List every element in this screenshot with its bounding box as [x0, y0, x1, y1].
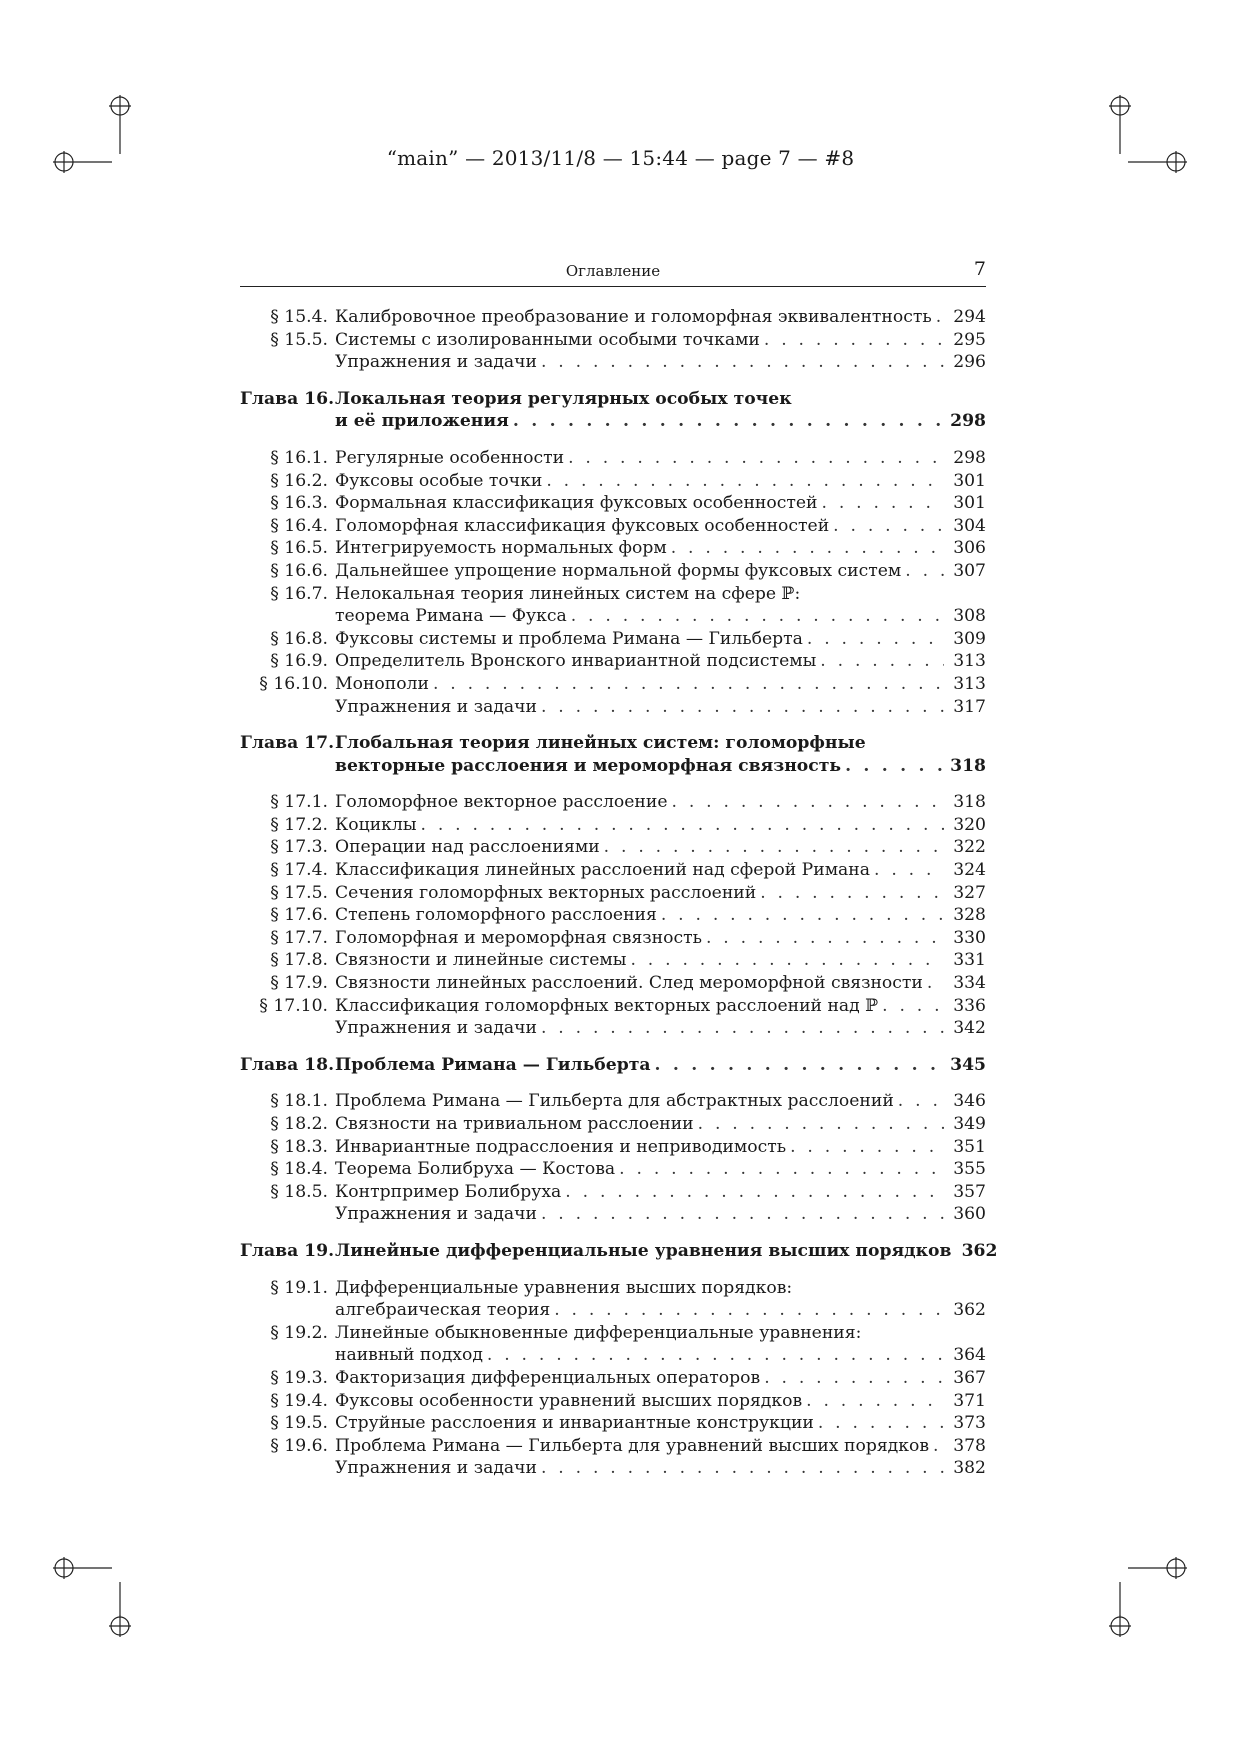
- toc-entry-title: Проблема Римана — Гильберта для абстрактных расслоений: [335, 1091, 894, 1112]
- toc-entry-title: векторные расслоения и мероморфная связность: [335, 755, 842, 776]
- toc-dot-leader: [927, 972, 944, 995]
- toc-section-row[interactable]: [240, 306, 986, 329]
- toc-dot-leader: [421, 814, 945, 837]
- toc-entry-title: Операции над расслоениями: [335, 837, 600, 858]
- toc-entry-title: Линейные обыкновенные дифференциальные уравнения:: [335, 1322, 862, 1343]
- toc-dot-leader: [541, 1457, 944, 1480]
- toc-dot-leader: [487, 1344, 944, 1367]
- toc-section-row[interactable]: [240, 515, 986, 538]
- print-slug: “main” — 2013/11/8 — 15:44 — page 7 — #8: [386, 146, 855, 170]
- toc-section-row[interactable]: [240, 949, 986, 972]
- toc-section-row[interactable]: [240, 1158, 986, 1181]
- toc-section-row[interactable]: [240, 859, 986, 882]
- toc-section-row[interactable]: [240, 791, 986, 814]
- toc-entry-number: § 17.4.: [270, 860, 328, 881]
- toc-entry-page: 296: [953, 352, 986, 373]
- toc-entry-title: Сечения голоморфных векторных расслоений: [335, 882, 757, 903]
- toc-entry-title: Факторизация дифференциальных операторов: [335, 1367, 761, 1388]
- toc-entry-number: § 17.7.: [270, 927, 328, 948]
- toc-entry-page: 317: [953, 696, 986, 717]
- toc-entry-page: 382: [953, 1458, 986, 1479]
- toc-entry-page: 331: [953, 950, 986, 971]
- toc-dot-leader: [764, 329, 944, 352]
- toc-entry-title: Монополи: [335, 673, 429, 694]
- toc-section-row[interactable]: [240, 1017, 986, 1040]
- toc-entry-number: § 18.4.: [270, 1159, 328, 1180]
- table-of-contents: [240, 306, 998, 1480]
- toc-spacer: [240, 1076, 986, 1090]
- toc-dot-leader: [630, 949, 944, 972]
- toc-section-row[interactable]: [240, 1344, 986, 1367]
- toc-dot-leader: [936, 306, 944, 329]
- toc-entry-page: 328: [953, 905, 986, 926]
- toc-entry-page: 308: [953, 606, 986, 627]
- toc-entry-title: теорема Римана — Фукса: [335, 606, 567, 627]
- toc-entry-page: 313: [953, 651, 986, 672]
- toc-dot-leader: [541, 1203, 944, 1226]
- crop-mark-bottom-right-icon: [1090, 1552, 1190, 1652]
- toc-entry-title: Упражнения и задачи: [335, 1458, 537, 1479]
- toc-entry-title: Степень голоморфного расслоения: [335, 905, 657, 926]
- toc-section-row[interactable]: [240, 1322, 986, 1345]
- toc-section-row[interactable]: [240, 447, 986, 470]
- toc-entry-title: Определитель Вронского инвариантной подсистемы: [335, 651, 817, 672]
- toc-section-row[interactable]: [240, 836, 986, 859]
- toc-entry-title: Упражнения и задачи: [335, 696, 537, 717]
- toc-entry-title: Фуксовы особые точки: [335, 470, 543, 491]
- toc-entry-title: Интегрируемость нормальных форм: [335, 538, 667, 559]
- toc-entry-number: § 18.1.: [270, 1091, 328, 1112]
- toc-dot-leader: [820, 650, 944, 673]
- toc-entry-page: 327: [953, 882, 986, 903]
- toc-entry-number: § 18.2.: [270, 1114, 328, 1134]
- toc-entry-page: 307: [953, 560, 986, 581]
- toc-entry-page: 345: [950, 1054, 986, 1075]
- toc-entry-title: Дальнейшее упрощение нормальной формы фуксовых систем: [335, 560, 902, 581]
- toc-dot-leader: [554, 1299, 944, 1322]
- toc-entry-page: 355: [953, 1159, 986, 1180]
- toc-section-row[interactable]: [240, 1203, 986, 1226]
- toc-section-row[interactable]: [240, 605, 986, 628]
- toc-section-row[interactable]: [240, 882, 986, 905]
- toc-dot-leader: [818, 1412, 944, 1435]
- toc-dot-leader: [822, 492, 944, 515]
- toc-chapter-row[interactable]: [240, 388, 986, 411]
- toc-entry-number: § 15.4.: [270, 307, 328, 327]
- toc-entry-page: 357: [953, 1181, 986, 1202]
- toc-dot-leader: [706, 927, 944, 950]
- toc-entry-number: § 19.5.: [270, 1413, 328, 1434]
- toc-entry-number: § 17.2.: [270, 814, 328, 835]
- toc-entry-title: Голоморфная классификация фуксовых особенностей: [335, 515, 830, 536]
- toc-entry-title: Связности и линейные системы: [335, 950, 627, 971]
- toc-entry-number: § 19.1.: [270, 1277, 328, 1298]
- toc-dot-leader: [541, 351, 944, 374]
- toc-section-row[interactable]: [240, 492, 986, 515]
- toc-entry-page: 362: [953, 1300, 986, 1321]
- toc-chapter-row[interactable]: [240, 410, 986, 433]
- running-head-title: Оглавление: [565, 262, 661, 280]
- toc-section-row[interactable]: [240, 1113, 986, 1136]
- toc-dot-leader: [671, 537, 944, 560]
- running-head: [240, 258, 986, 287]
- toc-section-row[interactable]: [240, 814, 986, 837]
- toc-section-row[interactable]: [240, 1435, 986, 1458]
- toc-entry-title: Голоморфное векторное расслоение: [335, 792, 668, 813]
- toc-entry-title: и её приложения: [335, 411, 509, 432]
- toc-entry-number: § 18.3.: [270, 1136, 328, 1157]
- toc-entry-page: 298: [953, 447, 986, 468]
- toc-entry-number: § 17.1.: [270, 792, 328, 813]
- toc-section-row[interactable]: [240, 904, 986, 927]
- toc-entry-title: Контрпример Болибруха: [335, 1181, 562, 1202]
- toc-entry-title: Фуксовы системы и проблема Римана — Гильберта: [335, 628, 803, 649]
- toc-entry-page: 334: [953, 973, 986, 994]
- toc-section-row[interactable]: [240, 1390, 986, 1413]
- toc-section-row[interactable]: [240, 1136, 986, 1159]
- toc-entry-page: 313: [953, 673, 986, 694]
- toc-section-row[interactable]: [240, 995, 986, 1018]
- toc-entry-page: 306: [953, 538, 986, 559]
- toc-spacer: [240, 374, 986, 388]
- toc-entry-number: § 17.3.: [270, 837, 328, 858]
- toc-entry-title: Связности линейных расслоений. След мероморфной связности: [335, 973, 923, 994]
- toc-dot-leader: [790, 1136, 944, 1159]
- toc-chapter-row[interactable]: [240, 732, 986, 755]
- toc-entry-page: 324: [953, 860, 986, 881]
- toc-entry-page: 373: [953, 1413, 986, 1434]
- toc-entry-title: Связности на тривиальном расслоении: [335, 1114, 694, 1134]
- toc-entry-page: 309: [953, 628, 986, 649]
- toc-entry-title: Калибровочное преобразование и голоморфная эквивалентность: [335, 307, 932, 327]
- toc-entry-page: 349: [953, 1114, 986, 1134]
- toc-entry-title: Упражнения и задачи: [335, 352, 537, 373]
- toc-section-row[interactable]: [240, 1367, 986, 1390]
- toc-section-row[interactable]: [240, 329, 986, 352]
- toc-section-row[interactable]: [240, 1299, 986, 1322]
- toc-entry-title: Голоморфная и мероморфная связность: [335, 927, 702, 948]
- toc-dot-leader: [513, 410, 944, 433]
- toc-section-row[interactable]: [240, 583, 986, 606]
- toc-dot-leader: [764, 1367, 944, 1390]
- crop-mark-top-left-icon: [50, 92, 150, 192]
- toc-entry-number: § 17.10.: [259, 995, 328, 1016]
- toc-entry-page: 371: [953, 1390, 986, 1411]
- toc-entry-number: Глава 16.: [240, 388, 335, 409]
- toc-entry-title: Нелокальная теория линейных систем на сфере ℙ:: [335, 583, 801, 604]
- toc-dot-leader: [541, 1017, 944, 1040]
- toc-entry-number: § 16.1.: [270, 447, 328, 468]
- toc-entry-number: § 16.10.: [259, 673, 328, 694]
- toc-entry-number: § 19.2.: [270, 1322, 328, 1343]
- toc-entry-page: 318: [950, 755, 986, 776]
- toc-entry-title: Классификация линейных расслоений над сферой Римана: [335, 860, 871, 881]
- toc-dot-leader: [898, 1090, 944, 1113]
- toc-entry-page: 322: [953, 837, 986, 858]
- toc-entry-page: 364: [953, 1345, 986, 1366]
- toc-section-row[interactable]: [240, 696, 986, 719]
- toc-dot-leader: [541, 696, 944, 719]
- toc-entry-page: 360: [953, 1204, 986, 1225]
- toc-chapter-row[interactable]: [240, 1054, 986, 1077]
- toc-dot-leader: [845, 755, 944, 778]
- toc-dot-leader: [905, 560, 944, 583]
- toc-spacer: [240, 718, 986, 732]
- toc-section-row[interactable]: [240, 927, 986, 950]
- toc-entry-title: наивный подход: [335, 1345, 483, 1366]
- toc-entry-page: 351: [953, 1136, 986, 1157]
- toc-entry-title: Фуксовы особенности уравнений высших порядков: [335, 1390, 803, 1411]
- toc-section-row[interactable]: [240, 560, 986, 583]
- toc-dot-leader: [433, 673, 944, 696]
- toc-dot-leader: [698, 1113, 944, 1136]
- toc-section-row[interactable]: [240, 1412, 986, 1435]
- toc-dot-leader: [565, 1181, 944, 1204]
- toc-entry-number: § 16.8.: [270, 628, 328, 649]
- toc-entry-title: Дифференциальные уравнения высших порядков:: [335, 1277, 793, 1298]
- toc-spacer: [240, 433, 986, 447]
- toc-entry-number: § 19.6.: [270, 1435, 328, 1456]
- toc-section-row[interactable]: [240, 1090, 986, 1113]
- toc-entry-title: Теорема Болибруха — Костова: [335, 1159, 616, 1180]
- toc-entry-title: Формальная классификация фуксовых особенностей: [335, 493, 818, 514]
- toc-entry-page: 295: [953, 329, 986, 350]
- toc-dot-leader: [619, 1158, 944, 1181]
- toc-entry-number: § 15.5.: [270, 329, 328, 350]
- toc-entry-number: Глава 19.: [240, 1240, 335, 1261]
- toc-entry-title: алгебраическая теория: [335, 1300, 551, 1321]
- toc-dot-leader: [568, 447, 944, 470]
- toc-entry-number: § 16.5.: [270, 538, 328, 559]
- toc-entry-page: 346: [953, 1091, 986, 1112]
- toc-entry-title: Глобальная теория линейных систем: голоморфные: [335, 733, 866, 754]
- toc-dot-leader: [604, 836, 944, 859]
- toc-dot-leader: [874, 859, 944, 882]
- page-number: 7: [973, 258, 986, 280]
- toc-section-row[interactable]: [240, 972, 986, 995]
- toc-entry-page: 362: [961, 1240, 998, 1261]
- toc-dot-leader: [571, 605, 944, 628]
- toc-spacer: [240, 1263, 986, 1277]
- toc-dot-leader: [882, 995, 944, 1018]
- toc-entry-page: 342: [953, 1018, 986, 1039]
- toc-entry-page: 367: [953, 1367, 986, 1388]
- toc-spacer: [240, 1040, 986, 1054]
- toc-dot-leader: [833, 515, 944, 538]
- toc-entry-title: Классификация голоморфных векторных расслоений над ℙ: [335, 995, 879, 1016]
- toc-dot-leader: [806, 1390, 944, 1413]
- toc-section-row[interactable]: [240, 1181, 986, 1204]
- toc-entry-title: Проблема Римана — Гильберта: [335, 1054, 651, 1075]
- toc-entry-number: § 16.6.: [270, 560, 328, 581]
- toc-entry-title: Линейные дифференциальные уравнения высших порядков: [335, 1240, 952, 1261]
- toc-section-row[interactable]: [240, 351, 986, 374]
- toc-dot-leader: [661, 904, 944, 927]
- toc-entry-title: Локальная теория регулярных особых точек: [335, 388, 792, 409]
- toc-entry-number: § 19.3.: [270, 1367, 328, 1388]
- crop-mark-top-right-icon: [1090, 92, 1190, 192]
- toc-entry-title: Коциклы: [335, 814, 417, 835]
- toc-dot-leader: [655, 1054, 945, 1077]
- toc-entry-number: § 17.5.: [270, 882, 328, 903]
- toc-chapter-row[interactable]: [240, 755, 986, 778]
- toc-entry-number: § 17.8.: [270, 950, 328, 971]
- toc-entry-number: § 16.9.: [270, 651, 328, 672]
- toc-dot-leader: [760, 882, 944, 905]
- toc-section-row[interactable]: [240, 1277, 986, 1300]
- toc-entry-page: 304: [953, 515, 986, 536]
- toc-entry-title: Системы с изолированными особыми точками: [335, 329, 760, 350]
- toc-entry-page: 318: [953, 792, 986, 813]
- toc-entry-number: § 16.7.: [270, 583, 328, 604]
- toc-entry-number: § 16.3.: [270, 493, 328, 514]
- toc-entry-page: 301: [953, 493, 986, 514]
- toc-entry-number: § 17.9.: [270, 973, 328, 994]
- toc-spacer: [240, 1226, 986, 1240]
- toc-section-row[interactable]: [240, 628, 986, 651]
- toc-entry-page: 301: [953, 470, 986, 491]
- toc-entry-page: 294: [953, 307, 986, 327]
- toc-entry-title: Упражнения и задачи: [335, 1204, 537, 1225]
- toc-entry-page: 378: [953, 1435, 986, 1456]
- toc-dot-leader: [672, 791, 944, 814]
- toc-entry-number: § 19.4.: [270, 1390, 328, 1411]
- toc-section-row[interactable]: [240, 470, 986, 493]
- toc-entry-page: 336: [953, 995, 986, 1016]
- toc-entry-number: § 16.4.: [270, 515, 328, 536]
- toc-entry-page: 330: [953, 927, 986, 948]
- toc-dot-leader: [807, 628, 944, 651]
- toc-entry-title: Упражнения и задачи: [335, 1018, 537, 1039]
- toc-entry-page: 298: [950, 411, 986, 432]
- toc-spacer: [240, 777, 986, 791]
- crop-mark-bottom-left-icon: [50, 1552, 150, 1652]
- toc-section-row[interactable]: [240, 1457, 986, 1480]
- toc-section-row[interactable]: [240, 650, 986, 673]
- toc-entry-number: Глава 17.: [240, 733, 335, 754]
- toc-entry-title: Регулярные особенности: [335, 447, 565, 468]
- toc-entry-number: § 18.5.: [270, 1181, 328, 1202]
- toc-entry-number: Глава 18.: [240, 1054, 335, 1075]
- toc-entry-page: 320: [953, 814, 986, 835]
- toc-entry-number: § 16.2.: [270, 470, 328, 491]
- toc-dot-leader: [546, 470, 944, 493]
- toc-entry-number: § 17.6.: [270, 905, 328, 926]
- toc-entry-title: Струйные расслоения и инвариантные конструкции: [335, 1413, 814, 1434]
- toc-entry-title: Инвариантные подрасслоения и неприводимость: [335, 1136, 787, 1157]
- toc-chapter-row[interactable]: [240, 1240, 998, 1263]
- toc-entry-title: Проблема Римана — Гильберта для уравнений высших порядков: [335, 1435, 930, 1456]
- toc-dot-leader: [933, 1435, 944, 1458]
- toc-section-row[interactable]: [240, 537, 986, 560]
- toc-section-row[interactable]: [240, 673, 986, 696]
